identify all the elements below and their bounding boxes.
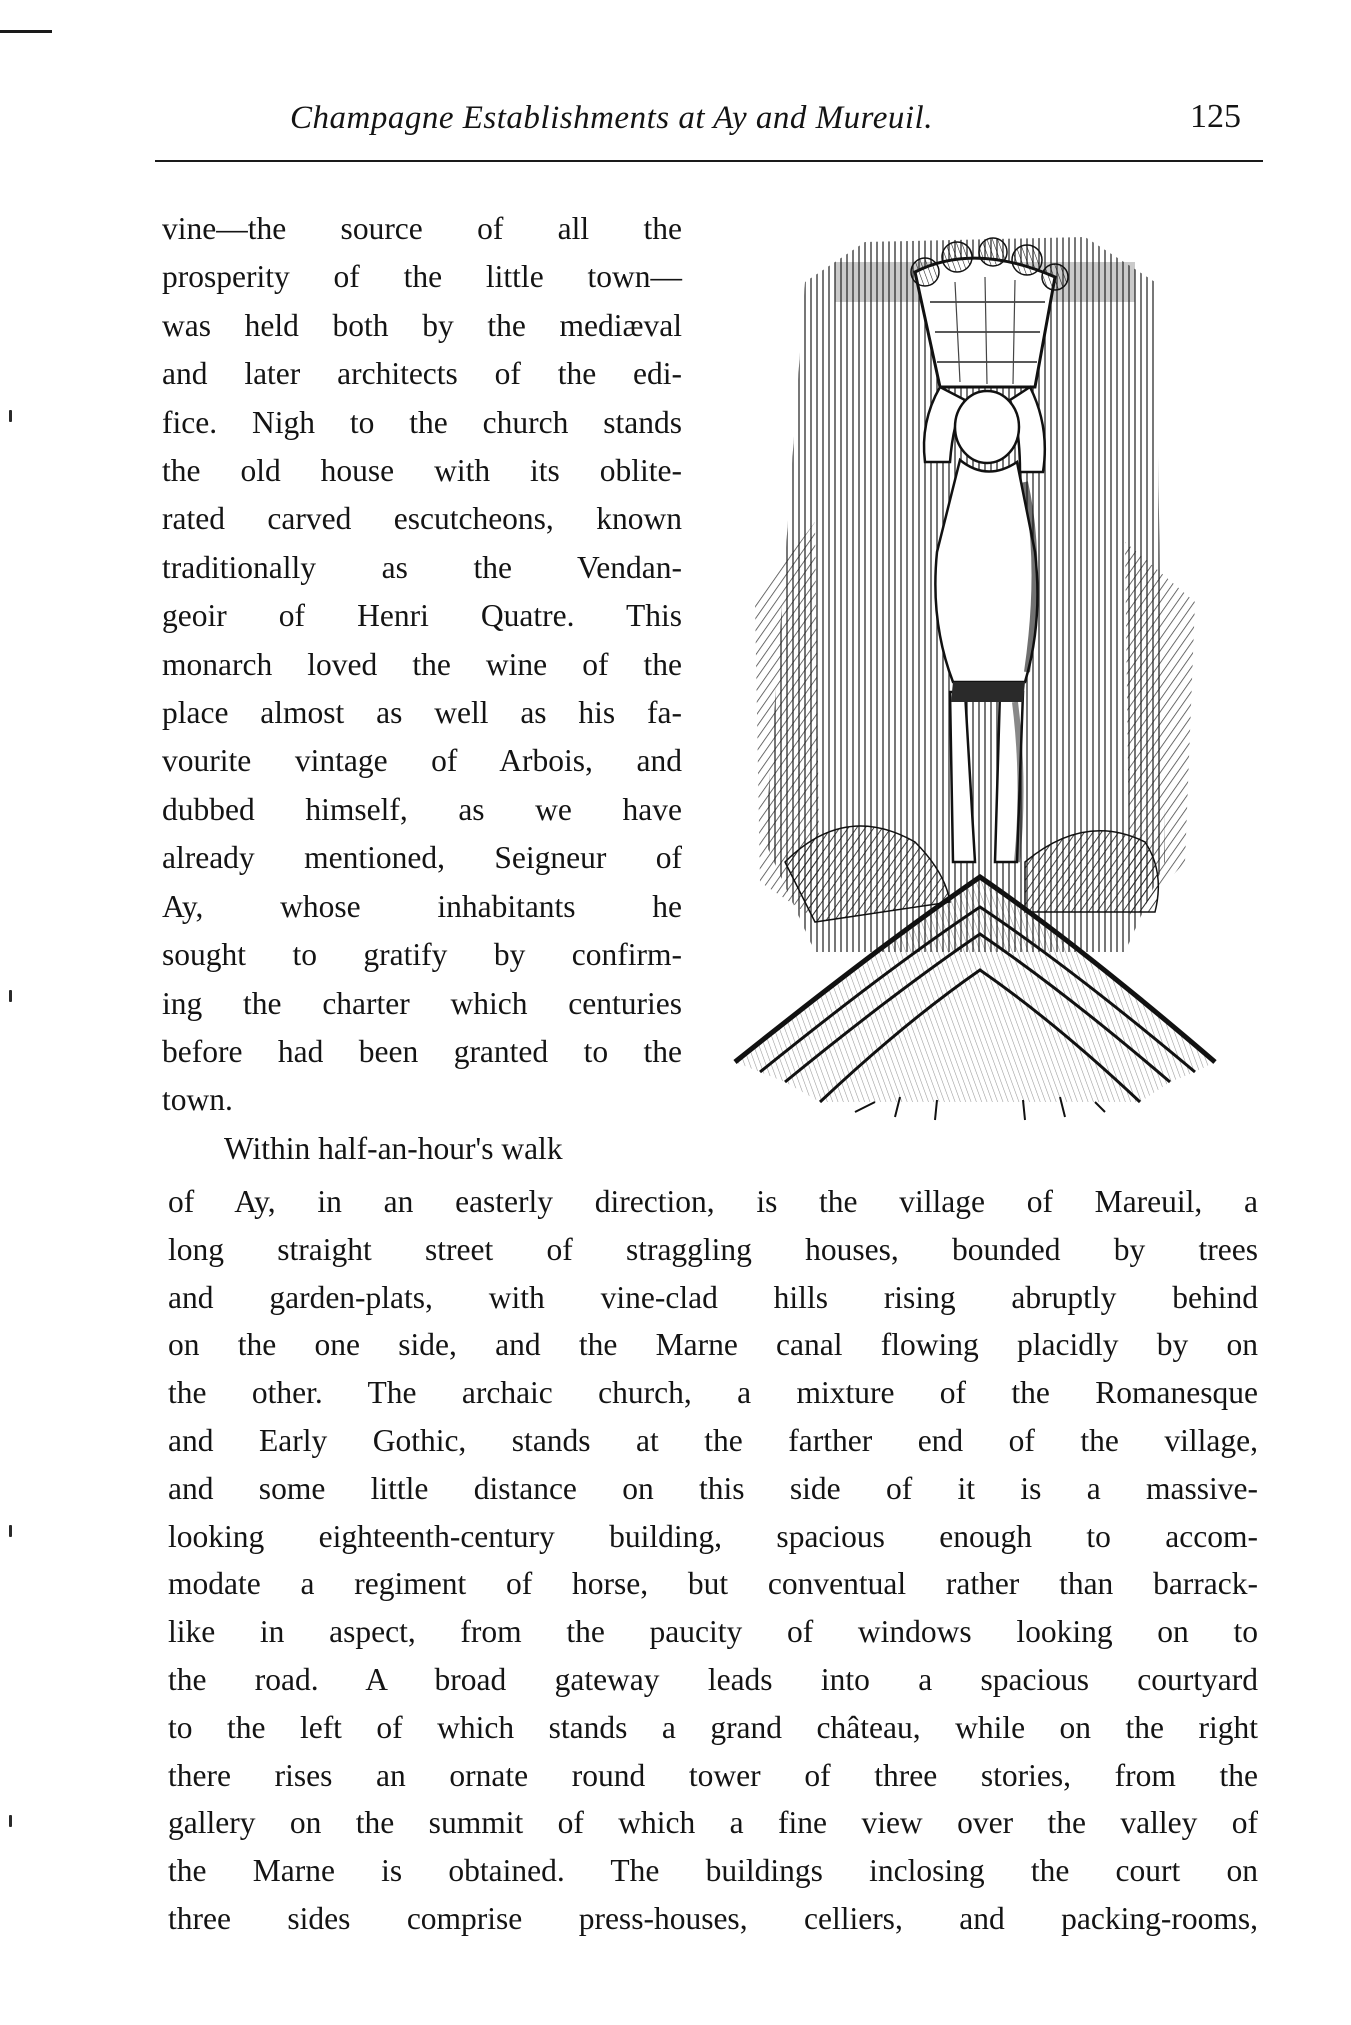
text-line: modate a regiment of horse, but conventual rather than barrack- [168, 1566, 1258, 1602]
text-line: and Early Gothic, stands at the farther end of the village, [168, 1422, 1258, 1458]
margin-mark [9, 990, 12, 1002]
text-line: on the one side, and the Marne canal flowing placidly by on [168, 1327, 1258, 1363]
text-line: before had been granted to the [162, 1033, 682, 1069]
text-line: the Marne is obtained. The buildings inclosing the court on [168, 1853, 1258, 1889]
text-line: there rises an ornate round tower of three stories, from the [168, 1757, 1258, 1793]
header-rule [155, 160, 1263, 162]
text-line: three sides comprise press-houses, celliers, and packing-rooms, [168, 1900, 1258, 1936]
text-line: long straight street of straggling houses, bounded by trees [168, 1231, 1258, 1267]
paragraph-start: Within half-an-hour's walk [224, 1130, 563, 1166]
text-line: vine—the source of all the [162, 211, 682, 246]
text-line: and garden-plats, with vine-clad hills rising abruptly behind [168, 1279, 1258, 1315]
text-line: fice. Nigh to the church stands [162, 404, 682, 440]
margin-mark [9, 410, 12, 422]
text-line: and later architects of the edi- [162, 356, 682, 392]
text-line: and some little distance on this side of it is a massive- [168, 1470, 1258, 1506]
running-head: Champagne Establishments at Ay and Mureuil. [290, 100, 933, 136]
text-line: rated carved escutcheons, known [162, 501, 682, 537]
text-line: ing the charter which centuries [162, 985, 682, 1021]
margin-mark [9, 1525, 12, 1537]
text-line: prosperity of the little town— [162, 259, 682, 295]
page-number: 125 [1190, 98, 1241, 135]
text-line: of Ay, in an easterly direction, is the village of Mareuil, a [168, 1184, 1258, 1219]
margin-mark [9, 1815, 12, 1827]
wrapped-text-column [162, 205, 682, 1173]
text-line: like in aspect, from the paucity of windows looking on to [168, 1614, 1258, 1650]
text-line: dubbed himself, as we have [162, 791, 682, 827]
text-line: the old house with its oblite- [162, 453, 682, 489]
text-line: monarch loved the wine of the [162, 646, 682, 682]
text-line: was held both by the mediæval [162, 307, 682, 343]
text-line: the road. A broad gateway leads into a spacious courtyard [168, 1661, 1258, 1697]
text-line: the other. The archaic church, a mixture of the Romanesque [168, 1375, 1258, 1411]
full-width-text [168, 1178, 1258, 1943]
text-line: already mentioned, Seigneur of [162, 840, 682, 876]
text-line: town. [162, 1082, 233, 1118]
text-line: Ay, whose inhabitants he [162, 888, 682, 924]
text-line: place almost as well as his fa- [162, 695, 682, 731]
text-line: gallery on the summit of which a fine view over the valley of [168, 1805, 1258, 1841]
text-line: to the left of which stands a grand château, while on the right [168, 1709, 1258, 1745]
text-line: traditionally as the Vendan- [162, 549, 682, 585]
scan-edge-mark [0, 30, 52, 33]
text-line: geoir of Henri Quatre. This [162, 598, 682, 634]
statue-engraving [725, 222, 1220, 1122]
text-line: vourite vintage of Arbois, and [162, 743, 682, 779]
text-line: looking eighteenth-century building, spacious enough to accom- [168, 1518, 1258, 1554]
text-line: sought to gratify by confirm- [162, 937, 682, 973]
